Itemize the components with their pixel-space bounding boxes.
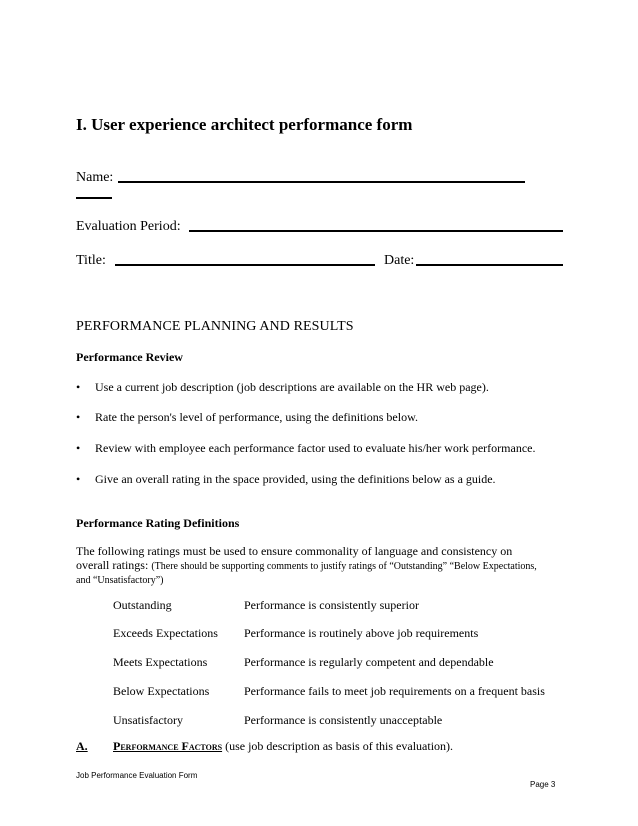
performance-factors-title: Performance Factors (113, 739, 223, 753)
list-item-text: Give an overall rating in the space provided, using the definitions below as a guide. (95, 472, 496, 486)
list-item (76, 380, 489, 395)
list-item (76, 410, 418, 425)
list-item (76, 472, 496, 487)
definitions-intro-note: (There should be supporting comments to justify ratings of “Outstanding” “Below Expectations, (151, 561, 537, 572)
rating-name-meets: Meets Expectations (113, 655, 208, 669)
bullet-icon: • (76, 410, 81, 424)
definitions-intro-line1: The following ratings must be used to ensure commonality of language and consistency on (76, 544, 513, 558)
evaluation-period-label: Evaluation Period: (76, 219, 181, 234)
name-field-line[interactable] (118, 181, 525, 183)
performance-review-heading: Performance Review (76, 350, 183, 364)
rating-description-unsatisfactory: Performance is consistently unacceptable (244, 713, 443, 727)
rating-definitions-heading: Performance Rating Definitions (76, 516, 240, 530)
evaluation-period-field-line[interactable] (189, 230, 563, 232)
date-field-line[interactable] (416, 264, 563, 266)
bullet-icon: • (76, 441, 81, 455)
rating-description-meets: Performance is regularly competent and dependable (244, 655, 494, 669)
list-item-text: Rate the person's level of performance, using the definitions below. (95, 410, 418, 424)
list-item-text: Use a current job description (job descriptions are available on the HR web page). (95, 380, 489, 394)
performance-factors-note: (use job description as basis of this evaluation). (225, 739, 454, 753)
rating-description-exceeds: Performance is routinely above job requirements (244, 626, 479, 640)
job-title-field-line[interactable] (115, 264, 375, 266)
list-item (76, 441, 535, 456)
bullet-icon: • (76, 380, 81, 394)
performance-planning-heading: PERFORMANCE PLANNING AND RESULTS (76, 319, 354, 334)
performance-factors-row (76, 739, 453, 754)
rating-name-below: Below Expectations (113, 684, 210, 698)
bullet-icon: • (76, 472, 81, 486)
definitions-intro-line2 (76, 558, 537, 573)
rating-description-outstanding: Performance is consistently superior (244, 598, 419, 612)
rating-name-outstanding: Outstanding (113, 598, 172, 612)
rating-name-unsatisfactory: Unsatisfactory (113, 713, 183, 727)
list-item-text: Review with employee each performance factor used to evaluate his/her work performance. (95, 441, 536, 455)
rating-name-exceeds: Exceeds Expectations (113, 626, 218, 640)
footer-form-name: Job Performance Evaluation Form (76, 771, 198, 780)
form-title: I. User experience architect performance form (76, 115, 413, 134)
definitions-intro-note-continued: and “Unsatisfactory”) (76, 575, 164, 586)
name-field-line-continued[interactable] (76, 197, 112, 199)
job-title-label: Title: (76, 253, 106, 268)
factor-section-letter: A. (76, 739, 88, 753)
rating-description-below: Performance fails to meet job requirements on a frequent basis (244, 684, 545, 698)
date-label: Date: (384, 253, 415, 268)
name-label: Name: (76, 170, 114, 185)
page-number: Page 3 (530, 780, 556, 789)
definitions-intro-main: overall ratings: (76, 558, 149, 572)
